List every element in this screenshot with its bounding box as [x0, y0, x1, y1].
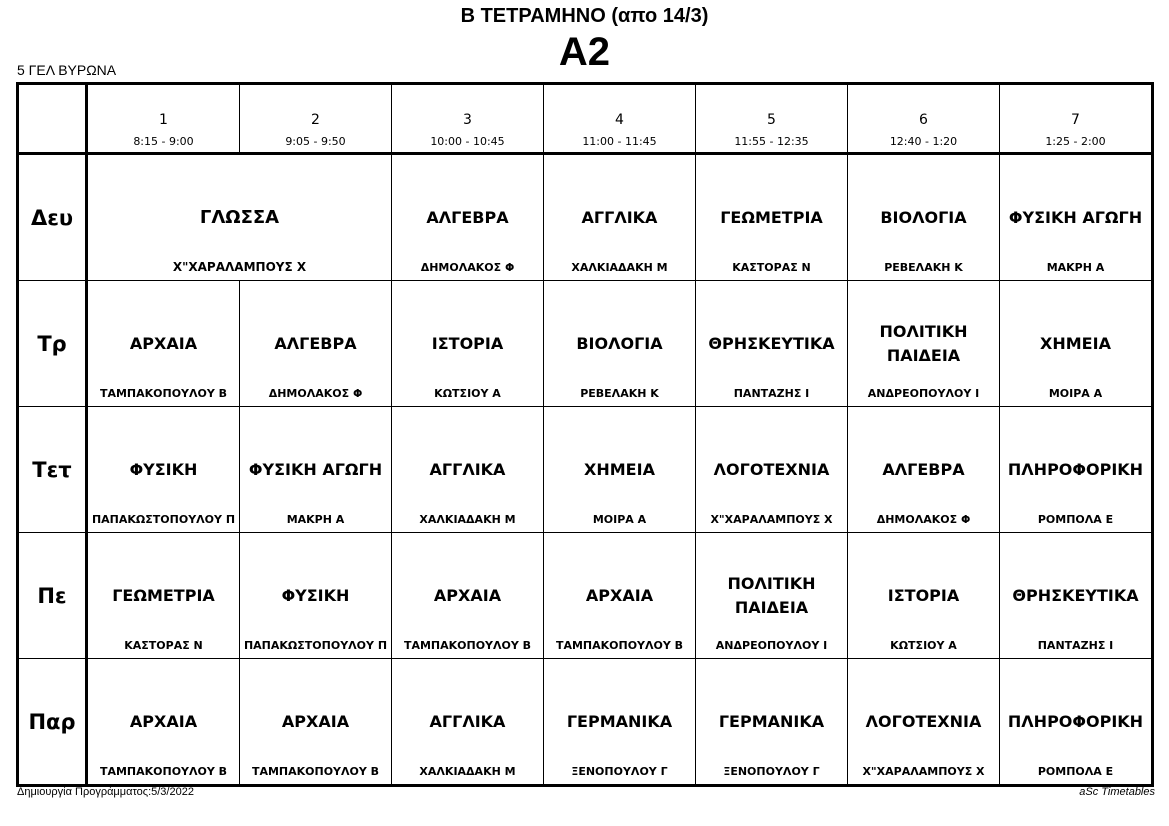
lesson: [544, 533, 695, 658]
subject-name: ΑΡΧΑΙΑ: [129, 333, 198, 353]
lesson-cell: [544, 659, 696, 786]
subject-name: ΦΥΣΙΚΗ: [129, 459, 198, 479]
lesson-cell: [87, 154, 392, 281]
subject-name: ΠΟΛΙΤΙΚΗ ΠΑΙΔΕΙΑ: [879, 321, 968, 365]
lesson-cell: [848, 154, 1000, 281]
lesson-cell: [87, 533, 240, 659]
lesson-cell: [392, 533, 544, 659]
lesson-cell: [240, 407, 392, 533]
subject-name: ΓΛΩΣΣΑ: [199, 206, 280, 228]
lesson: [848, 407, 999, 532]
period-time: 1:25 - 2:00: [1045, 135, 1106, 148]
period-time: 8:15 - 9:00: [133, 135, 194, 148]
lesson: [848, 155, 999, 280]
subject-name: ΑΓΓΛΙΚΑ: [581, 207, 658, 227]
day-label: Πε: [18, 533, 87, 659]
lesson-cell: [240, 659, 392, 786]
subject-name: ΘΡΗΣΚΕΥΤΙΚΑ: [1012, 585, 1139, 605]
subject-name: ΑΓΓΛΙΚΑ: [429, 459, 506, 479]
teacher-name: ΔΗΜΟΛΑΚΟΣ Φ: [420, 261, 515, 274]
day-row: [18, 533, 1153, 659]
lesson-cell: [1000, 659, 1153, 786]
day-label: Τετ: [18, 407, 87, 533]
lesson-cell: [696, 659, 848, 786]
subject-name: ΑΛΓΕΒΡΑ: [882, 459, 965, 479]
lesson: [88, 281, 239, 406]
subject-name: ΑΡΧΑΙΑ: [281, 711, 350, 731]
period-time: 11:00 - 11:45: [582, 135, 657, 148]
lesson: [88, 533, 239, 658]
period-header: [544, 84, 696, 154]
term-title: Β ΤΕΤΡΑΜΗΝΟ (απο 14/3): [460, 5, 709, 27]
lesson: [1000, 155, 1151, 280]
subject-name: ΦΥΣΙΚΗ ΑΓΩΓΗ: [1008, 207, 1143, 227]
lesson: [544, 407, 695, 532]
teacher-name: ΚΩΤΣΙΟΥ Α: [434, 387, 501, 400]
lesson: [848, 281, 999, 406]
lesson-cell: [1000, 154, 1153, 281]
subject-name: ΦΥΣΙΚΗ ΑΓΩΓΗ: [248, 459, 383, 479]
teacher-name: ΚΑΣΤΟΡΑΣ Ν: [732, 261, 811, 274]
lesson: [392, 533, 543, 658]
day-row: [18, 407, 1153, 533]
timetable: [16, 82, 1154, 787]
software-credit: aSc Timetables: [1079, 786, 1155, 798]
lesson-cell: [392, 407, 544, 533]
lesson: [392, 407, 543, 532]
subject-name: ΒΙΟΛΟΓΙΑ: [576, 333, 663, 353]
teacher-name: ΜΟΙΡΑ Α: [592, 513, 647, 526]
lesson: [1000, 533, 1151, 658]
created-date: Δημιουργία Προγράμματος:5/3/2022: [17, 786, 194, 798]
period-time: 9:05 - 9:50: [285, 135, 346, 148]
lesson-cell: [1000, 407, 1153, 533]
day-row: [18, 281, 1153, 407]
teacher-name: ΔΗΜΟΛΑΚΟΣ Φ: [268, 387, 363, 400]
teacher-name: ΧΑΛΚΙΑΔΑΚΗ Μ: [571, 261, 668, 274]
teacher-name: Χ"ΧΑΡΑΛΑΜΠΟΥΣ Χ: [710, 513, 833, 526]
lesson-cell: [848, 407, 1000, 533]
lesson: [696, 155, 847, 280]
period-header: [848, 84, 1000, 154]
lesson: [240, 533, 391, 658]
teacher-name: ΡΕΒΕΛΑΚΗ Κ: [580, 387, 659, 400]
subject-name: ΑΡΧΑΙΑ: [129, 711, 198, 731]
lesson: [544, 155, 695, 280]
timetable-body: [18, 84, 1153, 786]
teacher-name: ΔΗΜΟΛΑΚΟΣ Φ: [876, 513, 971, 526]
subject-name: ΠΛΗΡΟΦΟΡΙΚΗ: [1007, 711, 1144, 731]
lesson-cell: [1000, 281, 1153, 407]
lesson-cell: [87, 659, 240, 786]
teacher-name: ΚΩΤΣΙΟΥ Α: [890, 639, 957, 652]
subject-name: ΦΥΣΙΚΗ: [281, 585, 350, 605]
teacher-name: ΜΑΚΡΗ Α: [286, 513, 345, 526]
teacher-name: ΤΑΜΠΑΚΟΠΟΥΛΟΥ Β: [403, 639, 532, 652]
corner-cell: [18, 84, 87, 154]
subject-name: ΛΟΓΟΤΕΧΝΙΑ: [713, 459, 830, 479]
period-number: 2: [311, 112, 320, 128]
period-header: [87, 84, 240, 154]
teacher-name: ΤΑΜΠΑΚΟΠΟΥΛΟΥ Β: [555, 639, 684, 652]
teacher-name: ΠΑΝΤΑΖΗΣ Ι: [733, 387, 810, 400]
subject-name: ΓΕΡΜΑΝΙΚΑ: [718, 711, 825, 731]
lesson: [544, 281, 695, 406]
subject-name: ΧΗΜΕΙΑ: [584, 459, 655, 479]
period-number: 7: [1071, 112, 1080, 128]
lesson: [1000, 407, 1151, 532]
teacher-name: Χ"ΧΑΡΑΛΑΜΠΟΥΣ Χ: [172, 260, 307, 274]
period-header: [240, 84, 392, 154]
lesson: [1000, 281, 1151, 406]
lesson-cell: [696, 533, 848, 659]
teacher-name: ΜΑΚΡΗ Α: [1046, 261, 1105, 274]
subject-name: ΓΕΩΜΕΤΡΙΑ: [112, 585, 215, 605]
subject-name: ΑΛΓΕΒΡΑ: [274, 333, 357, 353]
lesson-cell: [392, 281, 544, 407]
day-row: [18, 154, 1153, 281]
day-label: Τρ: [18, 281, 87, 407]
lesson-cell: [544, 281, 696, 407]
lesson-cell: [392, 154, 544, 281]
period-time: 10:00 - 10:45: [430, 135, 505, 148]
lesson-cell: [848, 533, 1000, 659]
lesson: [696, 281, 847, 406]
day-row: [18, 659, 1153, 786]
teacher-name: ΜΟΙΡΑ Α: [1048, 387, 1103, 400]
lesson: [696, 533, 847, 658]
lesson: [88, 659, 239, 784]
teacher-name: Χ"ΧΑΡΑΛΑΜΠΟΥΣ Χ: [862, 765, 985, 778]
teacher-name: ΑΝΔΡΕΟΠΟΥΛΟΥ Ι: [715, 639, 828, 652]
teacher-name: ΤΑΜΠΑΚΟΠΟΥΛΟΥ Β: [251, 765, 380, 778]
subject-name: ΘΡΗΣΚΕΥΤΙΚΑ: [708, 333, 835, 353]
lesson-cell: [1000, 533, 1153, 659]
teacher-name: ΠΑΝΤΑΖΗΣ Ι: [1037, 639, 1114, 652]
lesson: [848, 659, 999, 784]
period-number: 3: [463, 112, 472, 128]
lesson-cell: [240, 533, 392, 659]
teacher-name: ΧΑΛΚΙΑΔΑΚΗ Μ: [419, 513, 516, 526]
period-header: [392, 84, 544, 154]
period-number: 6: [919, 112, 928, 128]
lesson-cell: [848, 659, 1000, 786]
lesson: [392, 659, 543, 784]
teacher-name: ΡΟΜΠΟΛΑ Ε: [1037, 513, 1114, 526]
lesson: [240, 281, 391, 406]
lesson-cell: [392, 659, 544, 786]
teacher-name: ΑΝΔΡΕΟΠΟΥΛΟΥ Ι: [867, 387, 980, 400]
subject-name: ΒΙΟΛΟΓΙΑ: [880, 207, 967, 227]
period-number: 5: [767, 112, 776, 128]
teacher-name: ΚΑΣΤΟΡΑΣ Ν: [124, 639, 203, 652]
lesson-cell: [240, 281, 392, 407]
subject-name: ΑΓΓΛΙΚΑ: [429, 711, 506, 731]
subject-name: ΓΕΩΜΕΤΡΙΑ: [720, 207, 823, 227]
lesson-cell: [696, 154, 848, 281]
subject-name: ΑΡΧΑΙΑ: [585, 585, 654, 605]
school-name: 5 ΓΕΛ ΒΥΡΩΝΑ: [17, 62, 117, 78]
lesson-cell: [87, 407, 240, 533]
lesson-cell: [696, 281, 848, 407]
period-number: 4: [615, 112, 624, 128]
subject-name: ΠΟΛΙΤΙΚΗ ΠΑΙΔΕΙΑ: [727, 573, 816, 617]
teacher-name: ΤΑΜΠΑΚΟΠΟΥΛΟΥ Β: [99, 765, 228, 778]
lesson: [88, 407, 239, 532]
lesson: [1000, 659, 1151, 784]
subject-name: ΓΕΡΜΑΝΙΚΑ: [566, 711, 673, 731]
class-title: Α2: [558, 30, 611, 74]
subject-name: ΑΡΧΑΙΑ: [433, 585, 502, 605]
subject-name: ΙΣΤΟΡΙΑ: [431, 333, 504, 353]
lesson-cell: [848, 281, 1000, 407]
lesson: [696, 407, 847, 532]
lesson: [392, 281, 543, 406]
subject-name: ΠΛΗΡΟΦΟΡΙΚΗ: [1007, 459, 1144, 479]
lesson-cell: [87, 281, 240, 407]
period-time: 12:40 - 1:20: [889, 135, 958, 148]
day-label: Παρ: [18, 659, 87, 786]
lesson-cell: [544, 407, 696, 533]
period-number: 1: [159, 112, 168, 128]
subject-name: ΧΗΜΕΙΑ: [1040, 333, 1111, 353]
teacher-name: ΠΑΠΑΚΩΣΤΟΠΟΥΛΟΥ Π: [243, 639, 388, 652]
lesson: [696, 659, 847, 784]
lesson-cell: [544, 154, 696, 281]
subject-name: ΛΟΓΟΤΕΧΝΙΑ: [865, 711, 982, 731]
subject-name: ΙΣΤΟΡΙΑ: [887, 585, 960, 605]
lesson: [544, 659, 695, 784]
subject-name: ΑΛΓΕΒΡΑ: [426, 207, 509, 227]
period-time: 11:55 - 12:35: [734, 135, 809, 148]
teacher-name: ΡΟΜΠΟΛΑ Ε: [1037, 765, 1114, 778]
lesson: [392, 155, 543, 280]
lesson-cell: [696, 407, 848, 533]
lesson: [240, 659, 391, 784]
teacher-name: ΞΕΝΟΠΟΥΛΟΥ Γ: [723, 765, 820, 778]
period-header: [696, 84, 848, 154]
teacher-name: ΧΑΛΚΙΑΔΑΚΗ Μ: [419, 765, 516, 778]
lesson: [848, 533, 999, 658]
lesson-cell: [544, 533, 696, 659]
teacher-name: ΡΕΒΕΛΑΚΗ Κ: [884, 261, 963, 274]
teacher-name: ΤΑΜΠΑΚΟΠΟΥΛΟΥ Β: [99, 387, 228, 400]
lesson: [88, 155, 391, 280]
day-label: Δευ: [18, 154, 87, 281]
period-header-row: [18, 84, 1153, 154]
teacher-name: ΠΑΠΑΚΩΣΤΟΠΟΥΛΟΥ Π: [91, 513, 236, 526]
period-header: [1000, 84, 1153, 154]
teacher-name: ΞΕΝΟΠΟΥΛΟΥ Γ: [571, 765, 668, 778]
lesson: [240, 407, 391, 532]
